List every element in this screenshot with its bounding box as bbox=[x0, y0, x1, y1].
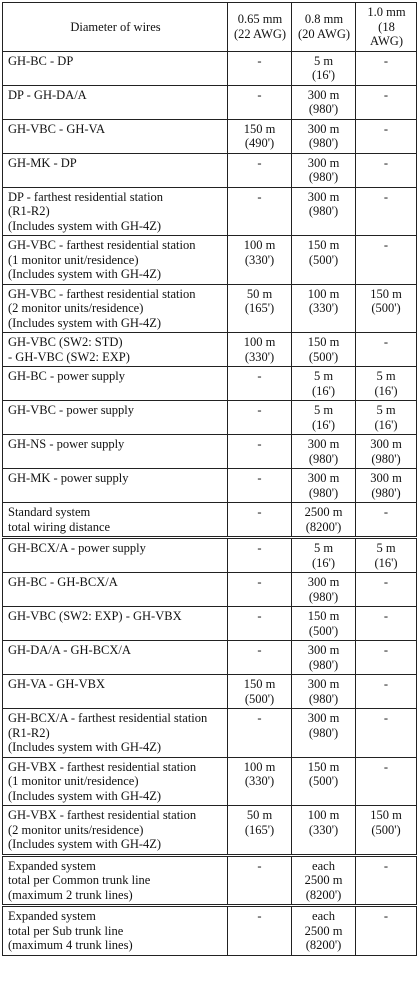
table-row bbox=[3, 709, 417, 758]
table-row bbox=[3, 855, 417, 906]
table-row bbox=[3, 119, 417, 153]
value-10mm: - bbox=[356, 607, 417, 641]
value-065mm: - bbox=[228, 855, 292, 906]
header-08mm: 0.8 mm (20 AWG) bbox=[292, 3, 356, 52]
value-065mm: - bbox=[228, 906, 292, 956]
value-08mm: 300 m (980') bbox=[292, 675, 356, 709]
row-label: GH-VBC - farthest residential station (2 monitor units/residence) (Includes system with GH-4Z) bbox=[3, 284, 228, 333]
table-row bbox=[3, 435, 417, 469]
header-row bbox=[3, 3, 417, 52]
header-065mm: 0.65 mm (22 AWG) bbox=[228, 3, 292, 52]
table-row bbox=[3, 538, 417, 573]
value-065mm: - bbox=[228, 187, 292, 236]
row-label: GH-NS - power supply bbox=[3, 435, 228, 469]
row-label: GH-VA - GH-VBX bbox=[3, 675, 228, 709]
value-08mm: 5 m (16') bbox=[292, 401, 356, 435]
row-label: GH-MK - DP bbox=[3, 153, 228, 187]
row-label: GH-BCX/A - farthest residential station (R1-R2) (Includes system with GH-4Z) bbox=[3, 709, 228, 758]
value-10mm: - bbox=[356, 675, 417, 709]
value-065mm: - bbox=[228, 401, 292, 435]
value-10mm: - bbox=[356, 153, 417, 187]
value-065mm: 50 m (165') bbox=[228, 284, 292, 333]
header-10mm: 1.0 mm (18 AWG) bbox=[356, 3, 417, 52]
table-body bbox=[3, 51, 417, 955]
value-065mm: 100 m (330') bbox=[228, 236, 292, 285]
value-08mm: 300 m (980') bbox=[292, 573, 356, 607]
value-065mm: 150 m (490') bbox=[228, 119, 292, 153]
value-065mm: 50 m (165') bbox=[228, 806, 292, 856]
value-10mm: - bbox=[356, 709, 417, 758]
value-10mm: 300 m (980') bbox=[356, 435, 417, 469]
table-row bbox=[3, 573, 417, 607]
row-label: GH-BC - GH-BCX/A bbox=[3, 573, 228, 607]
row-label: GH-VBX - farthest residential station (1 monitor unit/residence) (Includes system with GH-4Z) bbox=[3, 757, 228, 806]
value-10mm: - bbox=[356, 641, 417, 675]
value-065mm: - bbox=[228, 469, 292, 503]
row-label: DP - farthest residential station (R1-R2) (Includes system with GH-4Z) bbox=[3, 187, 228, 236]
value-10mm: 5 m (16') bbox=[356, 538, 417, 573]
value-065mm: - bbox=[228, 51, 292, 85]
value-08mm: 100 m (330') bbox=[292, 284, 356, 333]
value-08mm: 150 m (500') bbox=[292, 607, 356, 641]
value-065mm: - bbox=[228, 153, 292, 187]
row-label: GH-VBX - farthest residential station (2 monitor units/residence) (Includes system with GH-4Z) bbox=[3, 806, 228, 856]
value-10mm: 150 m (500') bbox=[356, 284, 417, 333]
value-08mm: 300 m (980') bbox=[292, 119, 356, 153]
value-08mm: 5 m (16') bbox=[292, 538, 356, 573]
value-065mm: 100 m (330') bbox=[228, 757, 292, 806]
row-label: GH-DA/A - GH-BCX/A bbox=[3, 641, 228, 675]
value-08mm: 300 m (980') bbox=[292, 153, 356, 187]
value-065mm: - bbox=[228, 367, 292, 401]
value-08mm: 300 m (980') bbox=[292, 709, 356, 758]
value-065mm: - bbox=[228, 85, 292, 119]
row-label: Expanded system total per Sub trunk line (maximum 4 trunk lines) bbox=[3, 906, 228, 956]
value-08mm: 5 m (16') bbox=[292, 367, 356, 401]
value-10mm: - bbox=[356, 757, 417, 806]
table-row bbox=[3, 51, 417, 85]
row-label: GH-BC - power supply bbox=[3, 367, 228, 401]
table-row bbox=[3, 469, 417, 503]
value-10mm: 5 m (16') bbox=[356, 401, 417, 435]
table-row bbox=[3, 284, 417, 333]
table-row bbox=[3, 675, 417, 709]
value-065mm: - bbox=[228, 641, 292, 675]
value-10mm: - bbox=[356, 855, 417, 906]
value-08mm: 150 m (500') bbox=[292, 333, 356, 367]
row-label: GH-VBC - GH-VA bbox=[3, 119, 228, 153]
row-label: GH-VBC (SW2: EXP) - GH-VBX bbox=[3, 607, 228, 641]
value-065mm: 150 m (500') bbox=[228, 675, 292, 709]
value-10mm: - bbox=[356, 333, 417, 367]
value-065mm: - bbox=[228, 538, 292, 573]
value-10mm: - bbox=[356, 187, 417, 236]
value-08mm: each 2500 m (8200') bbox=[292, 906, 356, 956]
value-10mm: - bbox=[356, 236, 417, 285]
row-label: Expanded system total per Common trunk line (maximum 2 trunk lines) bbox=[3, 855, 228, 906]
value-10mm: - bbox=[356, 906, 417, 956]
value-08mm: 2500 m (8200') bbox=[292, 503, 356, 538]
row-label: DP - GH-DA/A bbox=[3, 85, 228, 119]
table-row bbox=[3, 153, 417, 187]
value-08mm: each 2500 m (8200') bbox=[292, 855, 356, 906]
value-08mm: 300 m (980') bbox=[292, 469, 356, 503]
value-10mm: - bbox=[356, 573, 417, 607]
header-diameter: Diameter of wires bbox=[3, 3, 228, 52]
value-065mm: - bbox=[228, 503, 292, 538]
value-08mm: 300 m (980') bbox=[292, 187, 356, 236]
table-row bbox=[3, 906, 417, 956]
value-10mm: - bbox=[356, 51, 417, 85]
row-label: GH-BC - DP bbox=[3, 51, 228, 85]
value-10mm: - bbox=[356, 503, 417, 538]
table-row bbox=[3, 367, 417, 401]
row-label: GH-VBC - farthest residential station (1 monitor unit/residence) (Includes system with GH-4Z) bbox=[3, 236, 228, 285]
table-row bbox=[3, 401, 417, 435]
table-row bbox=[3, 641, 417, 675]
row-label: GH-VBC - power supply bbox=[3, 401, 228, 435]
value-08mm: 100 m (330') bbox=[292, 806, 356, 856]
table-row bbox=[3, 607, 417, 641]
value-08mm: 300 m (980') bbox=[292, 85, 356, 119]
value-10mm: 300 m (980') bbox=[356, 469, 417, 503]
value-065mm: - bbox=[228, 607, 292, 641]
value-08mm: 150 m (500') bbox=[292, 236, 356, 285]
wire-distance-table bbox=[2, 2, 417, 956]
value-10mm: 5 m (16') bbox=[356, 367, 417, 401]
table-row bbox=[3, 806, 417, 856]
table-row bbox=[3, 503, 417, 538]
row-label: GH-MK - power supply bbox=[3, 469, 228, 503]
table-row bbox=[3, 757, 417, 806]
value-10mm: - bbox=[356, 85, 417, 119]
value-065mm: - bbox=[228, 435, 292, 469]
row-label: GH-VBC (SW2: STD) - GH-VBC (SW2: EXP) bbox=[3, 333, 228, 367]
table-row bbox=[3, 333, 417, 367]
value-10mm: - bbox=[356, 119, 417, 153]
table-row bbox=[3, 236, 417, 285]
value-065mm: - bbox=[228, 709, 292, 758]
row-label: GH-BCX/A - power supply bbox=[3, 538, 228, 573]
value-065mm: 100 m (330') bbox=[228, 333, 292, 367]
table-row bbox=[3, 187, 417, 236]
value-08mm: 150 m (500') bbox=[292, 757, 356, 806]
value-065mm: - bbox=[228, 573, 292, 607]
table-row bbox=[3, 85, 417, 119]
value-10mm: 150 m (500') bbox=[356, 806, 417, 856]
value-08mm: 5 m (16') bbox=[292, 51, 356, 85]
row-label: Standard system total wiring distance bbox=[3, 503, 228, 538]
value-08mm: 300 m (980') bbox=[292, 641, 356, 675]
value-08mm: 300 m (980') bbox=[292, 435, 356, 469]
